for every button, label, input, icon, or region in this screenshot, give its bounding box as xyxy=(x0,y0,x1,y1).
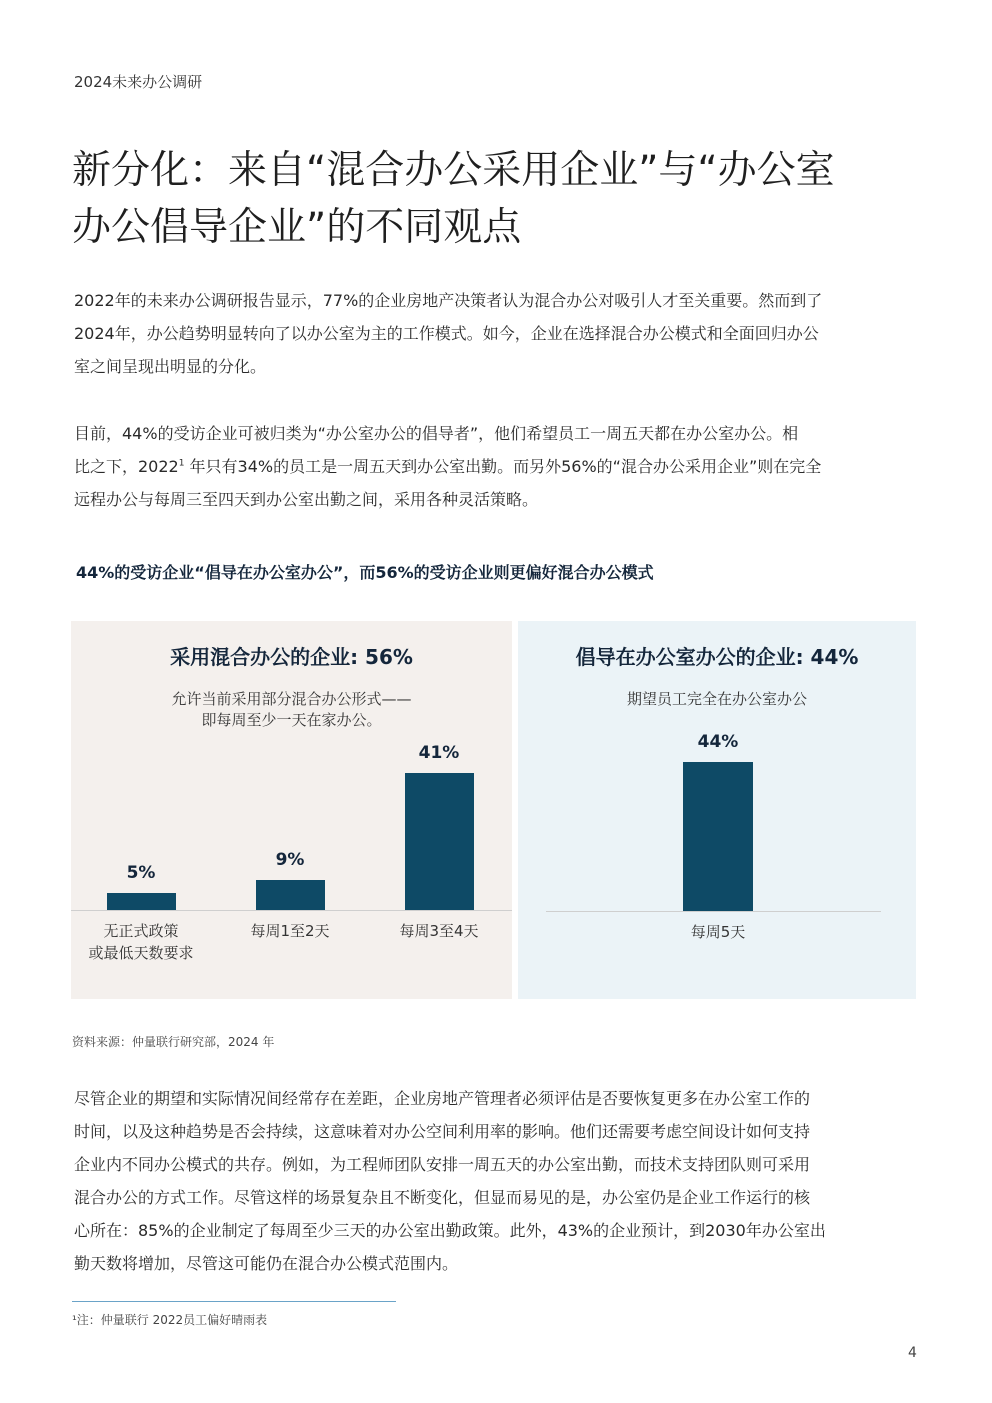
footnote: ¹注：仲量联行 2022员工偏好晴雨表 xyxy=(72,1313,268,1327)
chart-bar xyxy=(256,880,325,910)
category-label-line: 每周5天 xyxy=(690,923,746,941)
paragraph-line: 室之间呈现出明显的分化。 xyxy=(74,357,267,376)
paragraph-line: 混合办公的方式工作。尽管这样的场景复杂且不断变化，但显而易见的是，办公室仍是企业工作运行的核 xyxy=(74,1188,811,1207)
category-label-line: 每周1至2天 xyxy=(250,922,330,940)
analysis-paragraph xyxy=(74,1082,924,1280)
chart-title: 倡导在办公室办公的企业: 44% xyxy=(575,645,859,669)
paragraph-line: 2022年的未来办公调研报告显示，77%的企业房地产决策者认为混合办公对吸引人才至关重要。然而到了 xyxy=(74,291,823,310)
paragraph-line: 企业内不同办公模式的共存。例如，为工程师团队安排一周五天的办公室出勤，而技术支持团队则可采用 xyxy=(74,1155,811,1174)
paragraph-line xyxy=(74,450,924,483)
bar-value-label: 44% xyxy=(697,732,739,752)
paragraph-line: 远程办公与每周三至四天到办公室出勤之间，采用各种灵活策略。 xyxy=(74,490,539,509)
chart-subtitle-line: 允许当前采用部分混合办公形式—— xyxy=(171,690,412,708)
survey-paragraph xyxy=(74,417,924,516)
page-title xyxy=(72,142,932,256)
bar-value-label: 41% xyxy=(418,743,460,763)
chart-bar xyxy=(405,773,474,910)
office-advocates-chart xyxy=(518,621,916,999)
source-note: 资料来源：仲量联行研究部，2024 年 xyxy=(72,1035,275,1049)
page-title-line: 新分化：来自“混合办公采用企业”与“办公室 xyxy=(72,148,835,193)
paragraph-line: 目前，44%的受访企业可被归类为“办公室办公的倡导者”，他们希望员工一周五天都在办公室办公。相 xyxy=(74,424,799,443)
paragraph-text: 比之下，2022 xyxy=(74,457,179,476)
chart-bar xyxy=(683,762,753,911)
page-number: 4 xyxy=(908,1345,917,1361)
running-header: 2024未来办公调研 xyxy=(74,73,203,91)
bar-value-label: 5% xyxy=(126,863,156,883)
paragraph-line: 时间，以及这种趋势是否会持续，这意味着对办公空间利用率的影响。他们还需要考虑空间设计如何支持 xyxy=(74,1122,811,1141)
chart-heading: 44%的受访企业“倡导在办公室办公”，而56%的受访企业则更偏好混合办公模式 xyxy=(76,563,654,582)
chart-subtitle-line: 期望员工完全在办公室办公 xyxy=(626,690,807,708)
paragraph-line: 2024年，办公趋势明显转向了以办公室为主的工作模式。如今，企业在选择混合办公模式和全面回归办公 xyxy=(74,324,819,343)
page-title-line: 办公倡导企业”的不同观点 xyxy=(72,205,522,250)
category-label xyxy=(71,920,211,964)
hybrid-adopters-chart xyxy=(71,621,512,999)
category-label-line: 无正式政策 xyxy=(103,922,179,940)
intro-paragraph xyxy=(74,284,924,383)
chart-title: 采用混合办公的企业: 56% xyxy=(170,645,413,669)
chart-baseline xyxy=(546,911,881,912)
paragraph-text: 年只有34%的员工是一周五天到办公室出勤。而另外56%的“混合办公采用企业”则在完全 xyxy=(184,457,822,476)
category-label xyxy=(369,920,509,942)
category-label-line: 或最低天数要求 xyxy=(88,944,194,962)
chart-bar xyxy=(107,893,176,910)
chart-subtitle-line: 即每周至少一天在家办公。 xyxy=(201,711,382,729)
chart-subtitle xyxy=(71,689,512,731)
chart-subtitle xyxy=(518,689,916,710)
category-label xyxy=(648,921,788,943)
category-label xyxy=(220,920,360,942)
chart-baseline xyxy=(71,910,512,911)
category-label-line: 每周3至4天 xyxy=(399,922,479,940)
footnote-marker: 1 xyxy=(178,458,185,469)
footnote-divider xyxy=(72,1301,396,1302)
paragraph-line: 心所在：85%的企业制定了每周至少三天的办公室出勤政策。此外，43%的企业预计，到2030年办公室出 xyxy=(74,1221,826,1240)
paragraph-line: 勤天数将增加，尽管这可能仍在混合办公模式范围内。 xyxy=(74,1254,459,1273)
bar-value-label: 9% xyxy=(275,850,305,870)
paragraph-line: 尽管企业的期望和实际情况间经常存在差距，企业房地产管理者必须评估是否要恢复更多在办公室工作的 xyxy=(74,1089,811,1108)
